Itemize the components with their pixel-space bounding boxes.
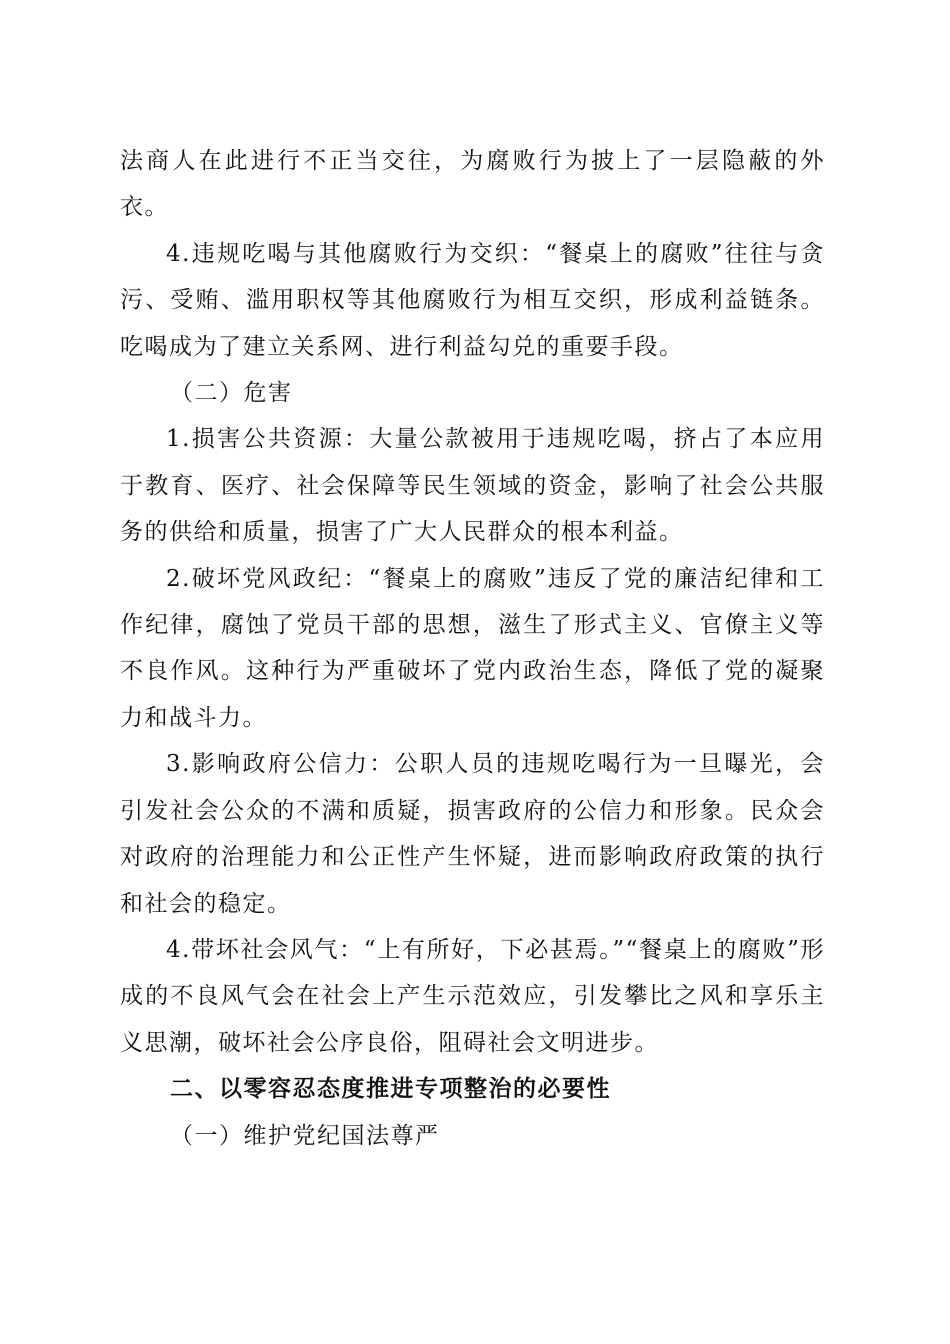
subheading-uphold-law: （一）维护党纪国法尊严 xyxy=(170,1122,440,1149)
section-heading-necessity: 二、以零容忍态度推进专项整治的必要性 xyxy=(170,1076,611,1103)
paragraph-interwoven-corruption: 4.违规吃喝与其他腐败行为交织：“餐桌上的腐败”往往与贪污、受贿、滥用职权等其他腐败行为相互交织，形成利益链条。吃喝成为了建立关系网、进行利益勾兑的重要手段。 xyxy=(120,240,825,360)
paragraph-public-resources: 1.损害公共资源：大量公款被用于违规吃喝，挤占了本应用于教育、医疗、社会保障等民生领域的资金，影响了社会公共服务的供给和质量，损害了广大人民群众的根本利益。 xyxy=(120,426,825,546)
paragraph-party-discipline: 2.破坏党风政纪：“餐桌上的腐败”违反了党的廉洁纪律和工作纪律，腐蚀了党员干部的思想，滋生了形式主义、官僚主义等不良作风。这种行为严重破坏了党内政治生态，降低了党的凝聚力和战斗力。 xyxy=(120,565,825,731)
paragraph-social-atmosphere: 4.带坏社会风气：“上有所好，下必甚焉。”“餐桌上的腐败”形成的不良风气会在社会上产生示范效应，引发攀比之风和享乐主义思潮，破坏社会公序良俗，阻碍社会文明进步。 xyxy=(120,936,825,1056)
document-page xyxy=(120,138,825,1159)
subheading-harms: （二）危害 xyxy=(170,380,293,407)
paragraph-continuation: 法商人在此进行不正当交往，为腐败行为披上了一层隐蔽的外衣。 xyxy=(120,148,825,221)
paragraph-government-credibility: 3.影响政府公信力：公职人员的违规吃喝行为一旦曝光，会引发社会公众的不满和质疑，损害政府的公信力和形象。民众会对政府的治理能力和公正性产生怀疑，进而影响政府政策的执行和社会的稳定。 xyxy=(120,751,825,917)
